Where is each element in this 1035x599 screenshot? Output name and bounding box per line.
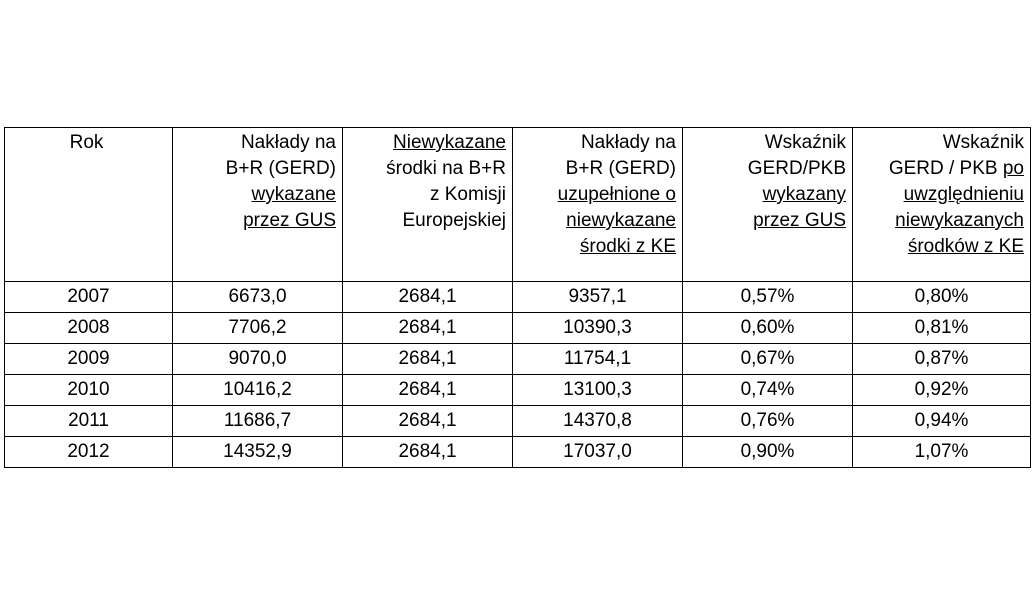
- table-row: [5, 406, 1031, 437]
- header-text: GERD / PKB: [888, 158, 1003, 179]
- header-text-underlined: po: [1002, 158, 1024, 179]
- cell-ratio-gus: 0,90%: [683, 437, 853, 468]
- table-row: [5, 344, 1031, 375]
- header-row: [5, 128, 1031, 282]
- cell-unreported: 2684,1: [343, 313, 513, 344]
- cell-ratio-adjusted: 1,07%: [853, 437, 1031, 468]
- cell-year: 2007: [5, 282, 173, 313]
- header-line: [857, 234, 1024, 260]
- header-ratio-gus: [683, 128, 853, 282]
- header-line: przez GUS: [753, 210, 846, 231]
- header-line: wykazany: [762, 184, 846, 205]
- cell-gerd-gus: 10416,2: [173, 375, 343, 406]
- cell-gerd-supplemented: 10390,3: [513, 313, 683, 344]
- cell-year: 2012: [5, 437, 173, 468]
- header-line: Wskaźnik: [764, 132, 846, 153]
- header-text: Wskaźnik: [942, 132, 1024, 153]
- header-line: środki z KE: [579, 236, 676, 257]
- header-unreported: [343, 128, 513, 282]
- table-row: [5, 437, 1031, 468]
- header-year-line: Rok: [69, 132, 104, 153]
- header-line: [857, 130, 1024, 156]
- header-line: Nakłady na: [580, 132, 676, 153]
- cell-ratio-adjusted: 0,87%: [853, 344, 1031, 375]
- header-line: B+R (GERD): [225, 158, 336, 179]
- cell-gerd-gus: 7706,2: [173, 313, 343, 344]
- cell-year: 2009: [5, 344, 173, 375]
- table-row: [5, 313, 1031, 344]
- cell-ratio-adjusted: 0,80%: [853, 282, 1031, 313]
- cell-year: 2010: [5, 375, 173, 406]
- cell-ratio-gus: 0,67%: [683, 344, 853, 375]
- data-table-container: [4, 127, 1031, 468]
- header-text-underlined: uwzględnieniu: [903, 184, 1024, 205]
- cell-gerd-gus: 11686,7: [173, 406, 343, 437]
- cell-gerd-gus: 14352,9: [173, 437, 343, 468]
- cell-year: 2011: [5, 406, 173, 437]
- cell-ratio-gus: 0,60%: [683, 313, 853, 344]
- header-year: [5, 128, 173, 282]
- header-gerd-gus: [173, 128, 343, 282]
- cell-ratio-gus: 0,76%: [683, 406, 853, 437]
- header-text-underlined: środków z KE: [907, 236, 1024, 257]
- header-line: B+R (GERD): [565, 158, 676, 179]
- header-line: niewykazane: [566, 210, 676, 231]
- header-line: Europejskiej: [402, 210, 506, 231]
- header-text-underlined: niewykazanych: [895, 210, 1024, 231]
- gerd-table: [4, 127, 1031, 468]
- header-line: wykazane: [251, 184, 336, 205]
- header-line: GERD/PKB: [747, 158, 846, 179]
- header-line: przez GUS: [243, 210, 336, 231]
- header-line: Nakłady na: [240, 132, 336, 153]
- cell-gerd-gus: 9070,0: [173, 344, 343, 375]
- cell-unreported: 2684,1: [343, 344, 513, 375]
- cell-gerd-supplemented: 11754,1: [513, 344, 683, 375]
- header-line: [857, 182, 1024, 208]
- header-line: Niewykazane: [393, 132, 506, 153]
- cell-ratio-adjusted: 0,81%: [853, 313, 1031, 344]
- cell-unreported: 2684,1: [343, 375, 513, 406]
- header-gerd-supplemented: [513, 128, 683, 282]
- cell-ratio-gus: 0,57%: [683, 282, 853, 313]
- cell-ratio-gus: 0,74%: [683, 375, 853, 406]
- table-row: [5, 375, 1031, 406]
- cell-ratio-adjusted: 0,94%: [853, 406, 1031, 437]
- cell-gerd-supplemented: 14370,8: [513, 406, 683, 437]
- table-row: [5, 282, 1031, 313]
- cell-gerd-gus: 6673,0: [173, 282, 343, 313]
- cell-gerd-supplemented: 17037,0: [513, 437, 683, 468]
- header-line: środki na B+R: [386, 158, 506, 179]
- header-line: z Komisji: [429, 184, 506, 205]
- cell-unreported: 2684,1: [343, 437, 513, 468]
- header-line: [857, 156, 1024, 182]
- header-ratio-adjusted: [853, 128, 1031, 282]
- cell-ratio-adjusted: 0,92%: [853, 375, 1031, 406]
- cell-unreported: 2684,1: [343, 282, 513, 313]
- cell-gerd-supplemented: 9357,1: [513, 282, 683, 313]
- header-line: uzupełnione o: [557, 184, 676, 205]
- cell-unreported: 2684,1: [343, 406, 513, 437]
- cell-gerd-supplemented: 13100,3: [513, 375, 683, 406]
- table-body: [5, 282, 1031, 468]
- cell-year: 2008: [5, 313, 173, 344]
- header-line: [857, 208, 1024, 234]
